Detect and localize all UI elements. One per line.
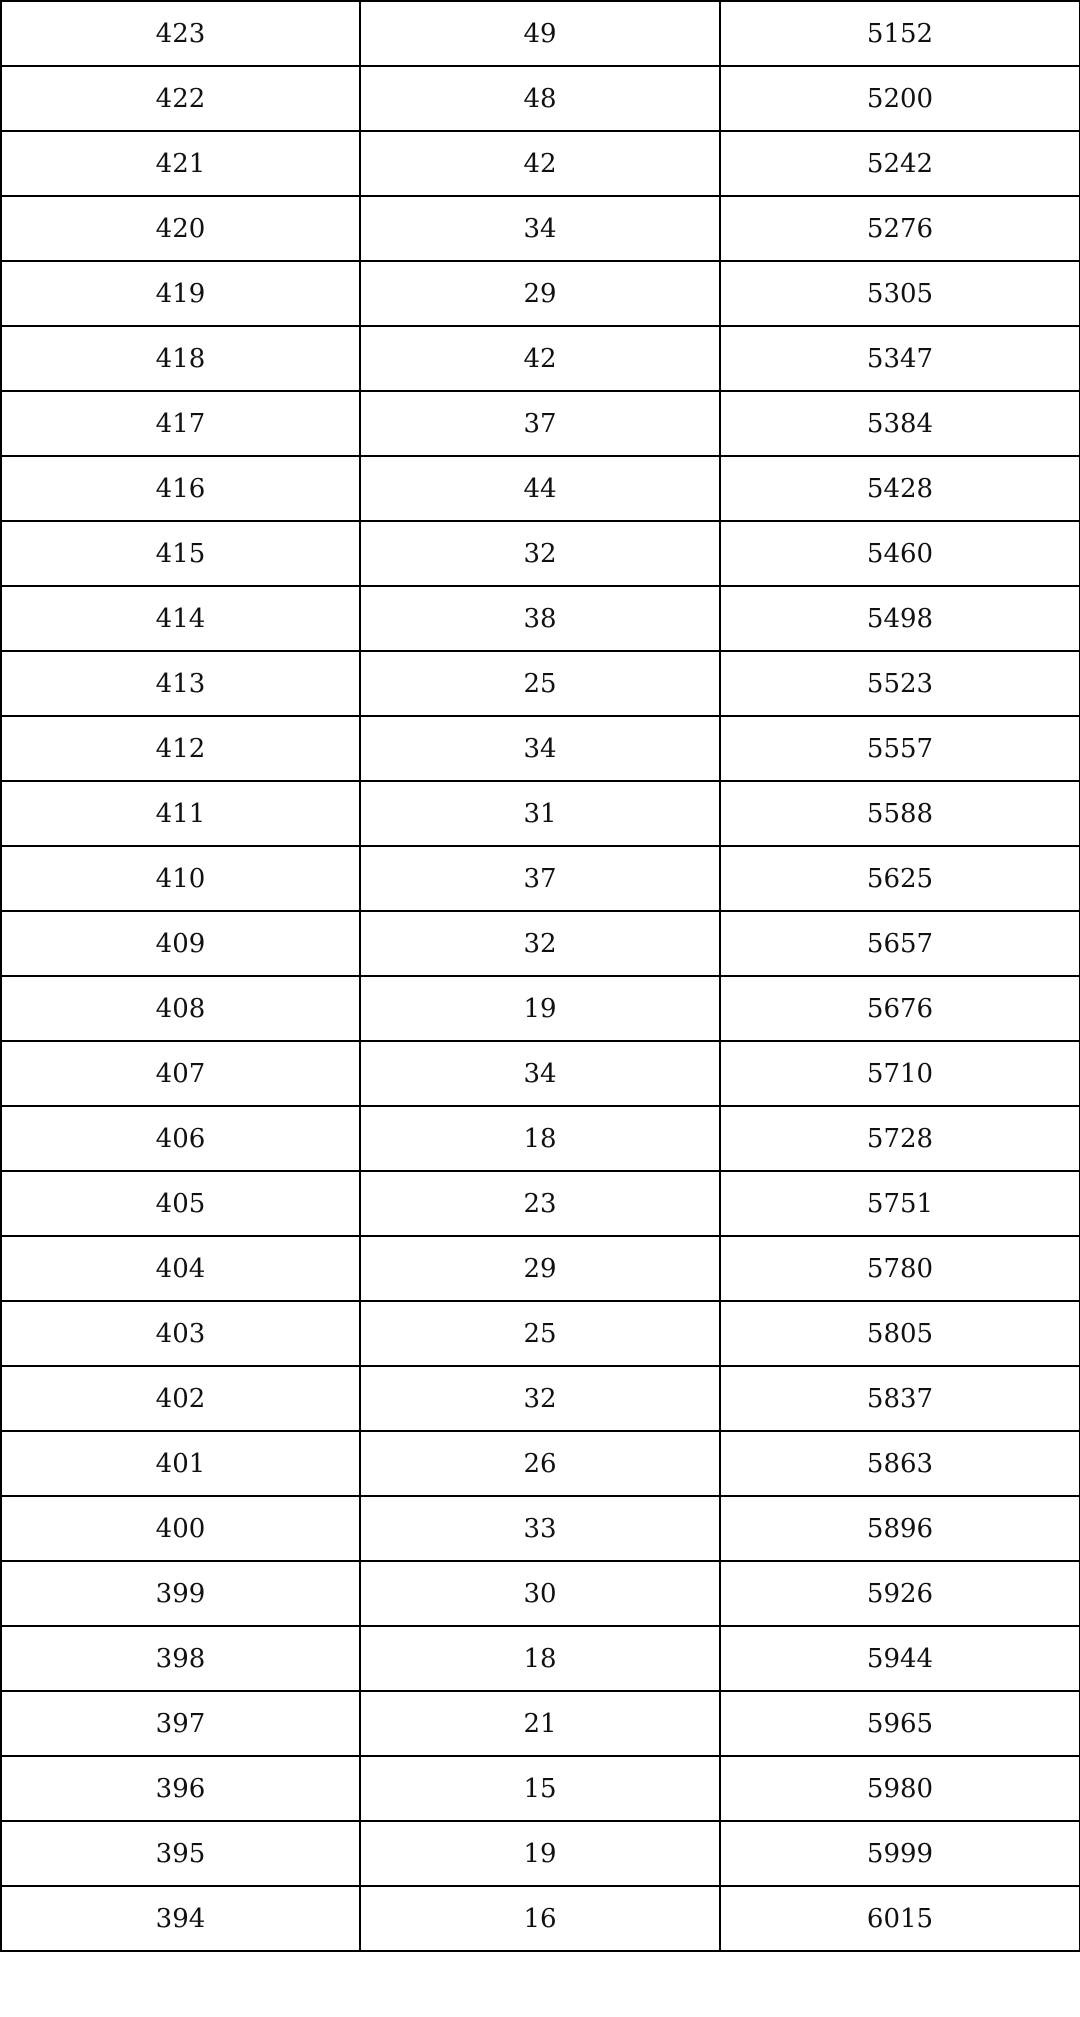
table-row [1,1691,1080,1756]
count-cell: 15 [360,1756,720,1821]
count-cell: 42 [360,131,720,196]
cumulative-cell: 5863 [720,1431,1080,1496]
cumulative-cell: 5980 [720,1756,1080,1821]
table-row [1,846,1080,911]
score-cell: 412 [1,716,360,781]
count-cell: 23 [360,1171,720,1236]
count-cell: 37 [360,391,720,456]
table-row [1,456,1080,521]
score-cell: 401 [1,1431,360,1496]
count-cell: 42 [360,326,720,391]
score-cell: 394 [1,1886,360,1951]
score-cell: 422 [1,66,360,131]
table-row [1,1626,1080,1691]
cumulative-cell: 5276 [720,196,1080,261]
count-cell: 34 [360,1041,720,1106]
score-cell: 419 [1,261,360,326]
count-cell: 18 [360,1626,720,1691]
score-cell: 398 [1,1626,360,1691]
count-cell: 19 [360,976,720,1041]
count-cell: 38 [360,586,720,651]
score-cell: 399 [1,1561,360,1626]
cumulative-cell: 5999 [720,1821,1080,1886]
count-cell: 32 [360,1366,720,1431]
count-cell: 44 [360,456,720,521]
count-cell: 32 [360,911,720,976]
score-cell: 417 [1,391,360,456]
cumulative-cell: 5347 [720,326,1080,391]
score-cell: 421 [1,131,360,196]
count-cell: 31 [360,781,720,846]
score-cell: 418 [1,326,360,391]
table-row [1,1886,1080,1951]
score-cell: 400 [1,1496,360,1561]
score-cell: 405 [1,1171,360,1236]
table-row [1,1,1080,66]
cumulative-cell: 5944 [720,1626,1080,1691]
cumulative-cell: 5710 [720,1041,1080,1106]
count-cell: 33 [360,1496,720,1561]
cumulative-cell: 5384 [720,391,1080,456]
table-row [1,781,1080,846]
cumulative-cell: 5200 [720,66,1080,131]
table-body [1,1,1080,1951]
score-cell: 416 [1,456,360,521]
table-row [1,1236,1080,1301]
score-cell: 409 [1,911,360,976]
table-row [1,131,1080,196]
table-row [1,1301,1080,1366]
cumulative-cell: 5523 [720,651,1080,716]
score-cell: 406 [1,1106,360,1171]
table-row [1,196,1080,261]
count-cell: 34 [360,716,720,781]
table-row [1,911,1080,976]
count-cell: 30 [360,1561,720,1626]
cumulative-cell: 5896 [720,1496,1080,1561]
table-row [1,326,1080,391]
cumulative-cell: 5728 [720,1106,1080,1171]
cumulative-cell: 5837 [720,1366,1080,1431]
cumulative-cell: 5460 [720,521,1080,586]
table-row [1,66,1080,131]
cumulative-cell: 5498 [720,586,1080,651]
count-cell: 48 [360,66,720,131]
score-cell: 407 [1,1041,360,1106]
cumulative-cell: 5557 [720,716,1080,781]
score-cell: 408 [1,976,360,1041]
cumulative-cell: 5242 [720,131,1080,196]
score-cell: 397 [1,1691,360,1756]
count-cell: 32 [360,521,720,586]
table-row [1,976,1080,1041]
count-cell: 21 [360,1691,720,1756]
table-row [1,1171,1080,1236]
score-cell: 420 [1,196,360,261]
score-cell: 423 [1,1,360,66]
score-cell: 410 [1,846,360,911]
cumulative-cell: 5152 [720,1,1080,66]
score-cell: 411 [1,781,360,846]
table-row [1,1821,1080,1886]
cumulative-cell: 5965 [720,1691,1080,1756]
table-row [1,716,1080,781]
score-cell: 415 [1,521,360,586]
score-cell: 402 [1,1366,360,1431]
score-cell: 403 [1,1301,360,1366]
count-cell: 29 [360,261,720,326]
table-row [1,1106,1080,1171]
count-cell: 29 [360,1236,720,1301]
cumulative-cell: 5625 [720,846,1080,911]
cumulative-cell: 5926 [720,1561,1080,1626]
cumulative-cell: 5805 [720,1301,1080,1366]
score-cell: 404 [1,1236,360,1301]
table-row [1,1496,1080,1561]
count-cell: 26 [360,1431,720,1496]
table-row [1,521,1080,586]
count-cell: 25 [360,651,720,716]
count-cell: 18 [360,1106,720,1171]
count-cell: 16 [360,1886,720,1951]
cumulative-cell: 5588 [720,781,1080,846]
score-cell: 395 [1,1821,360,1886]
table-row [1,1431,1080,1496]
count-cell: 25 [360,1301,720,1366]
cumulative-cell: 5780 [720,1236,1080,1301]
cumulative-cell: 5751 [720,1171,1080,1236]
cumulative-cell: 5657 [720,911,1080,976]
table-row [1,261,1080,326]
count-cell: 19 [360,1821,720,1886]
count-cell: 49 [360,1,720,66]
table-row [1,586,1080,651]
cumulative-cell: 6015 [720,1886,1080,1951]
score-cell: 396 [1,1756,360,1821]
table-row [1,1366,1080,1431]
cumulative-cell: 5428 [720,456,1080,521]
score-cell: 414 [1,586,360,651]
cumulative-cell: 5676 [720,976,1080,1041]
table-row [1,1041,1080,1106]
count-cell: 37 [360,846,720,911]
table-row [1,651,1080,716]
cumulative-cell: 5305 [720,261,1080,326]
table-row [1,1561,1080,1626]
count-cell: 34 [360,196,720,261]
table-row [1,1756,1080,1821]
score-cell: 413 [1,651,360,716]
table-row [1,391,1080,456]
